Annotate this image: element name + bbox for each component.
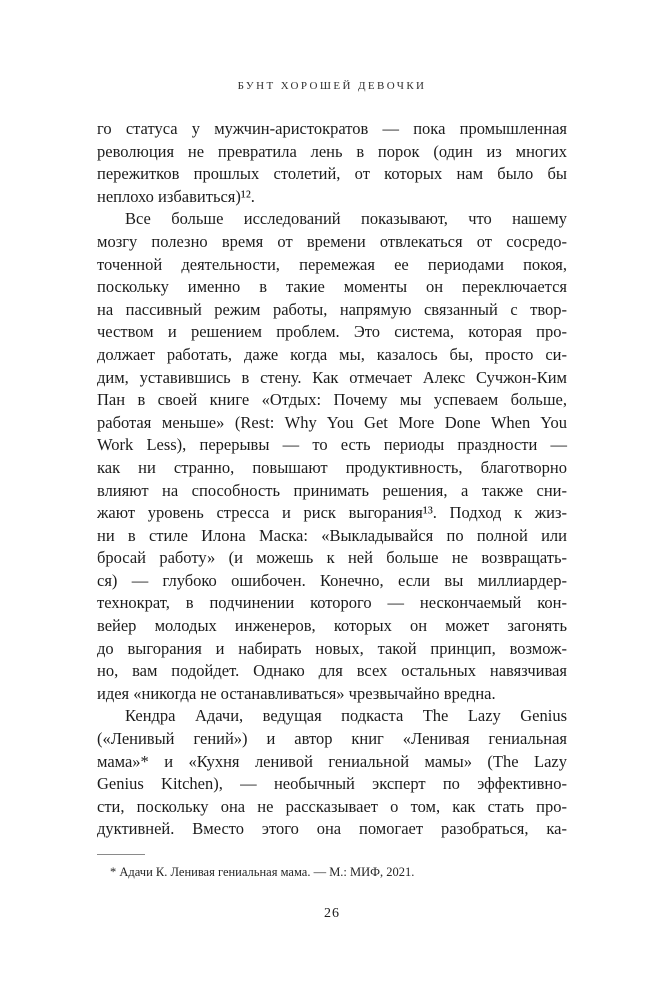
text-line: технократ, в подчинении которого — нескончаемый кон-: [97, 593, 567, 613]
text-line: жают уровень стресса и риск выгорания¹³. Подход к жиз-: [97, 503, 567, 523]
text-line: должает работать, даже когда мы, казалось бы, просто си-: [97, 344, 567, 364]
footnote-divider: [97, 854, 145, 855]
text-line: чеством и решением проблем. Это система, которая про-: [97, 322, 567, 342]
running-head: БУНТ ХОРОШЕЙ ДЕВОЧКИ: [237, 80, 427, 92]
paragraph: [97, 705, 567, 841]
text-line: мама»* и «Кухня ленивой гениальной мамы» (The Lazy: [97, 751, 567, 771]
text-line: неплохо избавиться)¹².: [97, 186, 255, 206]
text-line: дим, уставившись в стену. Как отмечает Алекс Сучжон-Ким: [97, 367, 567, 387]
text-line: Все больше исследований показывают, что нашему: [125, 209, 567, 229]
text-line: ся) — глубоко ошибочен. Конечно, если вы миллиардер-: [97, 570, 567, 590]
text-line: до выгорания и набирать новых, такой принцип, возмож-: [97, 638, 567, 658]
page-number: 26: [324, 906, 340, 921]
text-line: ни в стиле Илона Маска: «Выкладывайся по полной или: [97, 525, 567, 545]
footnote-text: * Адачи К. Ленивая гениальная мама. — М.: МИФ, 2021.: [110, 865, 415, 879]
text-line: Genius Kitchen), — необычный эксперт по эффективно-: [97, 774, 567, 794]
text-line: революция не превратила лень в порок (один из многих: [97, 141, 567, 161]
text-line: идея «никогда не останавливаться» чрезвычайно вредна.: [97, 683, 496, 703]
text-line: дуктивней. Вместо этого она помогает разобраться, ка-: [97, 819, 567, 839]
text-line: как ни странно, повышают продуктивность, благотворно: [97, 457, 567, 477]
text-line: но, вам подойдет. Однако для всех остальных навязчивая: [97, 661, 567, 681]
paragraph: [97, 208, 567, 705]
text-line: Кендра Адачи, ведущая подкаста The Lazy Genius: [125, 706, 567, 726]
text-line: на пассивный режим работы, напрямую связанный с твор-: [97, 299, 567, 319]
text-line: поскольку именно в такие моменты он переключается: [97, 277, 567, 297]
text-line: мозгу полезно время от времени отвлекаться от сосредо-: [97, 231, 567, 251]
body-text: [97, 118, 567, 841]
text-line: работая меньше» (Rest: Why You Get More Done When You: [97, 412, 567, 432]
footnote: [97, 854, 567, 880]
text-line: сти, поскольку она не рассказывает о том, как стать про-: [97, 796, 567, 816]
text-line: го статуса у мужчин-аристократов — пока промышленная: [97, 119, 567, 138]
text-line: Пан в своей книге «Отдых: Почему мы успеваем больше,: [97, 390, 567, 410]
text-line: бросай работу» (и можешь к ней больше не возвращать-: [97, 548, 567, 568]
text-line: точенной деятельности, перемежая ее периодами покоя,: [97, 254, 567, 274]
text-line: Work Less), перерывы — то есть периоды праздности —: [97, 435, 567, 455]
paragraph: [97, 118, 567, 208]
text-line: («Ленивый гений») и автор книг «Ленивая гениальная: [97, 729, 567, 749]
text-line: влияют на способность принимать решения, а также сни-: [97, 480, 567, 500]
text-line: пережитков прошлых столетий, от которых нам было бы: [97, 164, 567, 184]
text-line: вейер молодых инженеров, которых он может загонять: [97, 616, 567, 636]
